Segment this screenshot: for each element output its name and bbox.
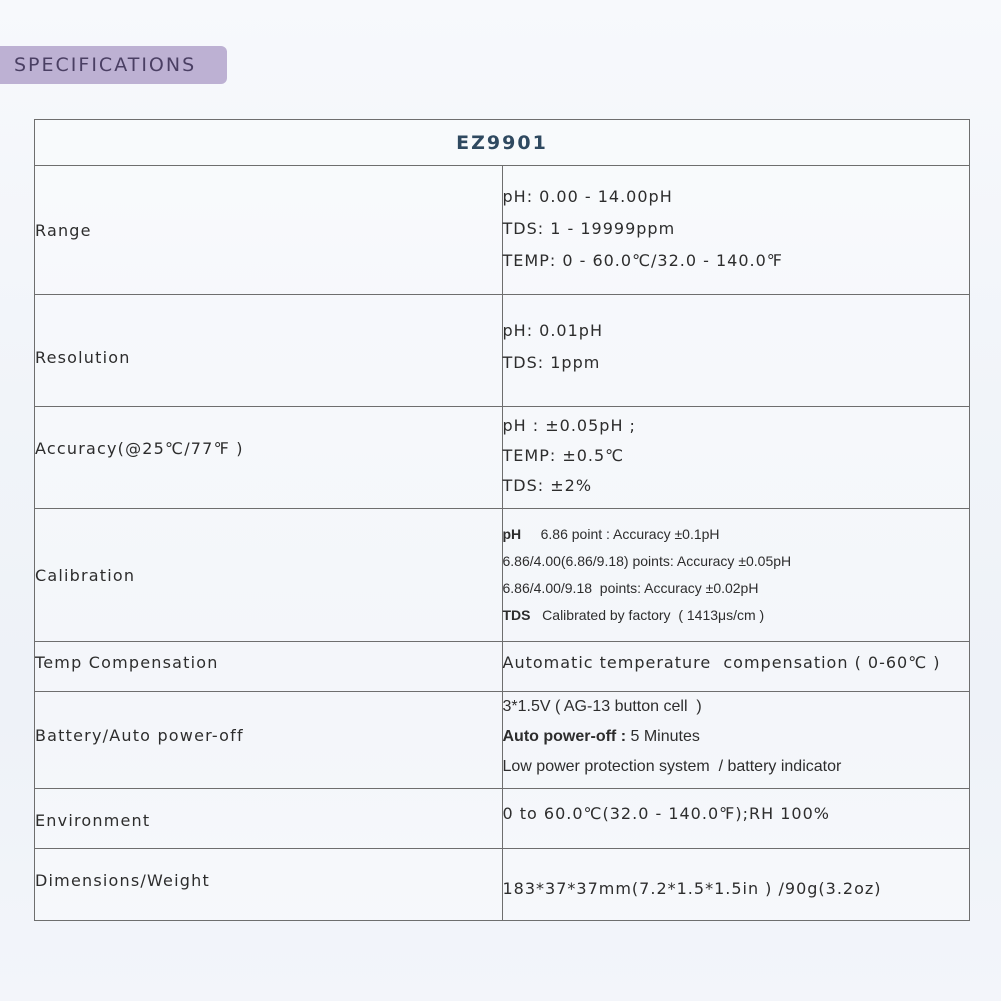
specifications-table: [34, 119, 970, 921]
spec-value-line: pH: 0.01pH: [502, 320, 603, 340]
spec-value-line: 183*37*37mm(7.2*1.5*1.5in ) /90g(3.2oz): [502, 879, 882, 898]
spec-value-text: 5 Minutes: [626, 728, 700, 745]
spec-value-line: [503, 548, 970, 575]
spec-label-resolution: Resolution: [35, 295, 503, 407]
spec-value-line: TDS: 1ppm: [502, 352, 601, 372]
spec-value-line: [503, 692, 970, 722]
spec-value-text: Calibrated by factory ( 1413μs/cm ): [530, 607, 765, 623]
spec-row-environment: [35, 789, 970, 849]
spec-value-text: 6.86 point : Accuracy ±0.1pH: [521, 526, 720, 542]
spec-row-battery: [35, 692, 970, 789]
spec-value-dimensions: [502, 849, 970, 921]
spec-label-temp-compensation: Temp Compensation: [35, 642, 503, 692]
spec-value-line: 0 to 60.0℃(32.0 - 140.0℉);RH 100%: [502, 804, 830, 823]
spec-value-line: [503, 602, 970, 629]
spec-value-line: TEMP: ±0.5℃: [502, 445, 625, 465]
spec-label-dimensions: Dimensions/Weight: [35, 849, 503, 921]
spec-value-text: Low power protection system / battery indicator: [502, 758, 842, 775]
spec-value-line: pH: 0.00 - 14.00pH: [502, 187, 673, 206]
spec-row-calibration: [35, 509, 970, 642]
spec-value-line: TDS: 1 - 19999ppm: [502, 219, 676, 238]
spec-label-accuracy: Accuracy(@25℃/77℉ ): [35, 407, 503, 509]
spec-value-line: [503, 575, 970, 602]
spec-label-range: Range: [35, 166, 503, 295]
spec-value-bold: Auto power-off :: [502, 728, 627, 745]
spec-value-battery: [502, 692, 970, 789]
spec-value-bold: TDS: [502, 607, 531, 623]
spec-value-range: [502, 166, 970, 295]
spec-value-line: pH : ±0.05pH ;: [502, 415, 636, 435]
spec-value-line: TDS: ±2%: [502, 475, 593, 495]
specifications-title: SPECIFICATIONS: [14, 54, 197, 76]
spec-row-resolution: [35, 295, 970, 407]
spec-value-line: [503, 752, 970, 782]
spec-value-text: 6.86/4.00(6.86/9.18) points: Accuracy ±0.05pH: [502, 553, 792, 569]
spec-value-calibration: [502, 509, 970, 642]
spec-value-text: 3*1.5V ( AG-13 button cell ): [502, 698, 702, 715]
specifications-banner: [0, 46, 227, 84]
spec-label-battery: Battery/Auto power-off: [35, 692, 503, 789]
spec-value-environment: [502, 789, 970, 849]
spec-value-bold: pH: [502, 526, 522, 542]
spec-row-range: [35, 166, 970, 295]
spec-row-dimensions: [35, 849, 970, 921]
spec-label-calibration: Calibration: [35, 509, 503, 642]
spec-label-environment: Environment: [35, 789, 503, 849]
model-row: [35, 120, 970, 166]
spec-row-accuracy: [35, 407, 970, 509]
spec-value-resolution: [502, 295, 970, 407]
spec-value-accuracy: [502, 407, 970, 509]
spec-value-line: [503, 722, 970, 752]
spec-value-temp-compensation: [502, 642, 970, 692]
model-name: EZ9901: [35, 120, 970, 166]
spec-value-line: Automatic temperature compensation ( 0-60℃ ): [502, 653, 941, 672]
spec-value-line: TEMP: 0 - 60.0℃/32.0 - 140.0℉: [502, 251, 784, 270]
spec-value-line: [503, 521, 970, 548]
spec-row-temp-compensation: [35, 642, 970, 692]
spec-value-text: 6.86/4.00/9.18 points: Accuracy ±0.02pH: [502, 580, 759, 596]
